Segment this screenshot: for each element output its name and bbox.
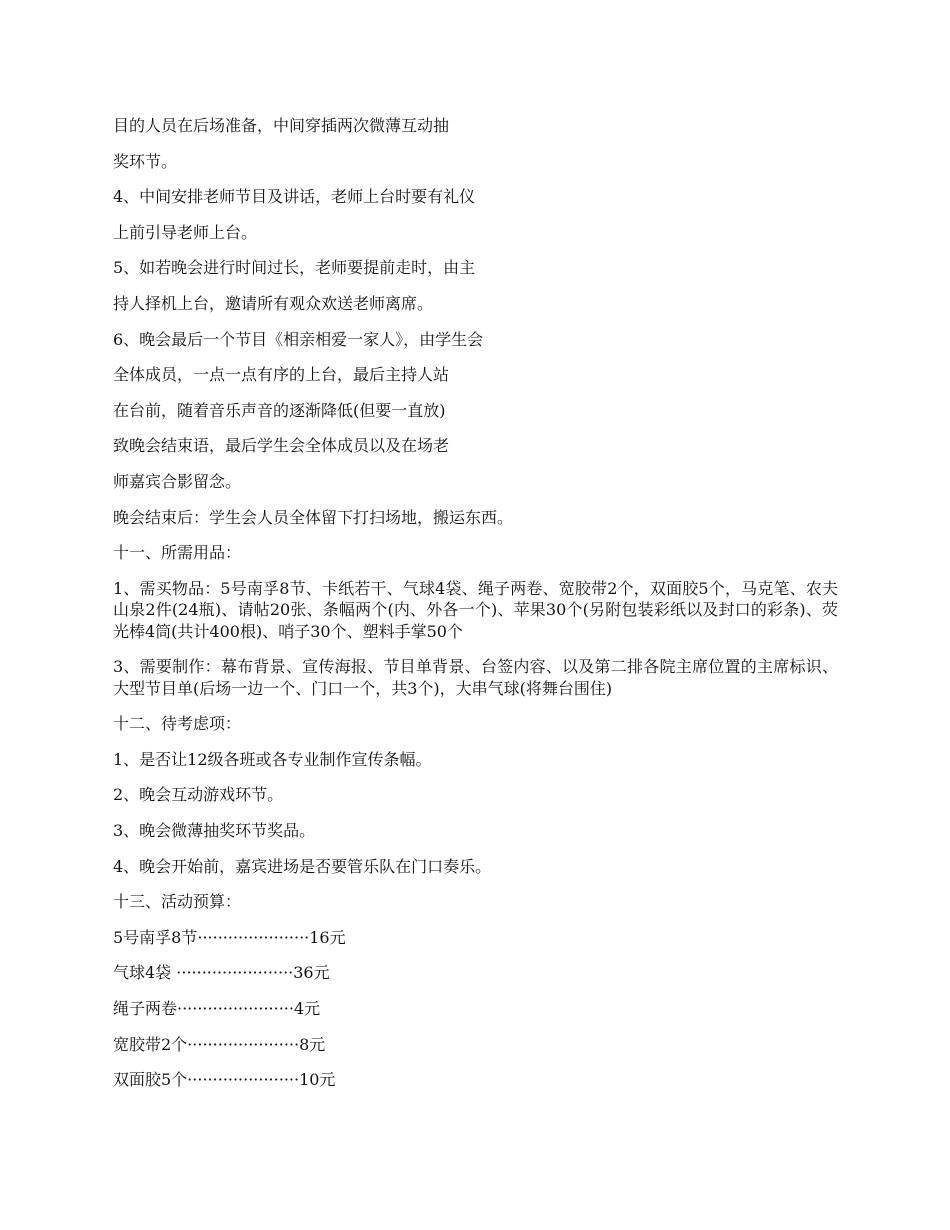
text-line: 持人择机上台，邀请所有观众欢送老师离席。 bbox=[113, 293, 434, 313]
list-item: 3、晚会微薄抽奖环节奖品。 bbox=[113, 821, 316, 840]
budget-item: 双面胶5个······················10元 bbox=[113, 1070, 336, 1090]
text-line: 师嘉宾合影留念。 bbox=[113, 471, 242, 491]
section-heading: 十三、活动预算： bbox=[113, 892, 242, 912]
section-heading: 十二、待考虑项： bbox=[113, 714, 242, 734]
budget-item: 气球4袋 ·······················36元 bbox=[113, 963, 330, 983]
list-item: 2、晚会互动游戏环节。 bbox=[113, 785, 284, 805]
budget-item: 绳子两卷·······················4元 bbox=[113, 998, 321, 1018]
text-line: 4、中间安排老师节目及讲话，老师上台时要有礼仪 bbox=[113, 187, 476, 207]
text-line: 5、如若晚会进行时间过长，老师要提前走时，由主 bbox=[113, 258, 476, 278]
budget-item: 5号南孚8节······················16元 bbox=[113, 927, 346, 947]
document-body bbox=[113, 108, 838, 1098]
text-line: 全体成员，一点一点有序的上台，最后主持人站 bbox=[113, 365, 450, 385]
section-heading: 十一、所需用品： bbox=[113, 543, 242, 563]
budget-item: 宽胶带2个······················8元 bbox=[113, 1034, 326, 1054]
production-items-paragraph: 3、需要制作：幕布背景、宣传海报、节目单背景、台签内容、以及第二排各院主席位置的主席标识、大型节目单(后场一边一个、门口一个，共3个)，大串气球(将舞台围住) bbox=[113, 657, 838, 698]
text-line: 上前引导老师上台。 bbox=[113, 222, 258, 242]
purchase-items-paragraph: 1、需买物品：5号南孚8节、卡纸若干、气球4袋、绳子两卷、宽胶带2个，双面胶5个，马克笔、农夫山泉2件(24瓶)、请帖20张、条幅两个(内、外各一个)、苹果30个(另附包装彩纸以及封口的彩条)、荧光棒4筒(共计400根)、哨子30个、塑料手掌50个 bbox=[113, 578, 838, 641]
text-line: 奖环节。 bbox=[113, 151, 178, 171]
text-line: 在台前，随着音乐声音的逐渐降低(但要一直放) bbox=[113, 400, 446, 420]
text-line: 致晚会结束语，最后学生会全体成员以及在场老 bbox=[113, 436, 450, 456]
text-line: 晚会结束后：学生会人员全体留下打扫场地，搬运东西。 bbox=[113, 507, 514, 527]
text-line: 6、晚会最后一个节目《相亲相爱一家人》，由学生会 bbox=[113, 329, 484, 349]
text-line: 目的人员在后场准备，中间穿插两次微薄互动抽 bbox=[113, 116, 450, 135]
list-item: 4、晚会开始前，嘉宾进场是否要管乐队在门口奏乐。 bbox=[113, 856, 492, 876]
list-item: 1、是否让12级各班或各专业制作宣传条幅。 bbox=[113, 749, 432, 769]
